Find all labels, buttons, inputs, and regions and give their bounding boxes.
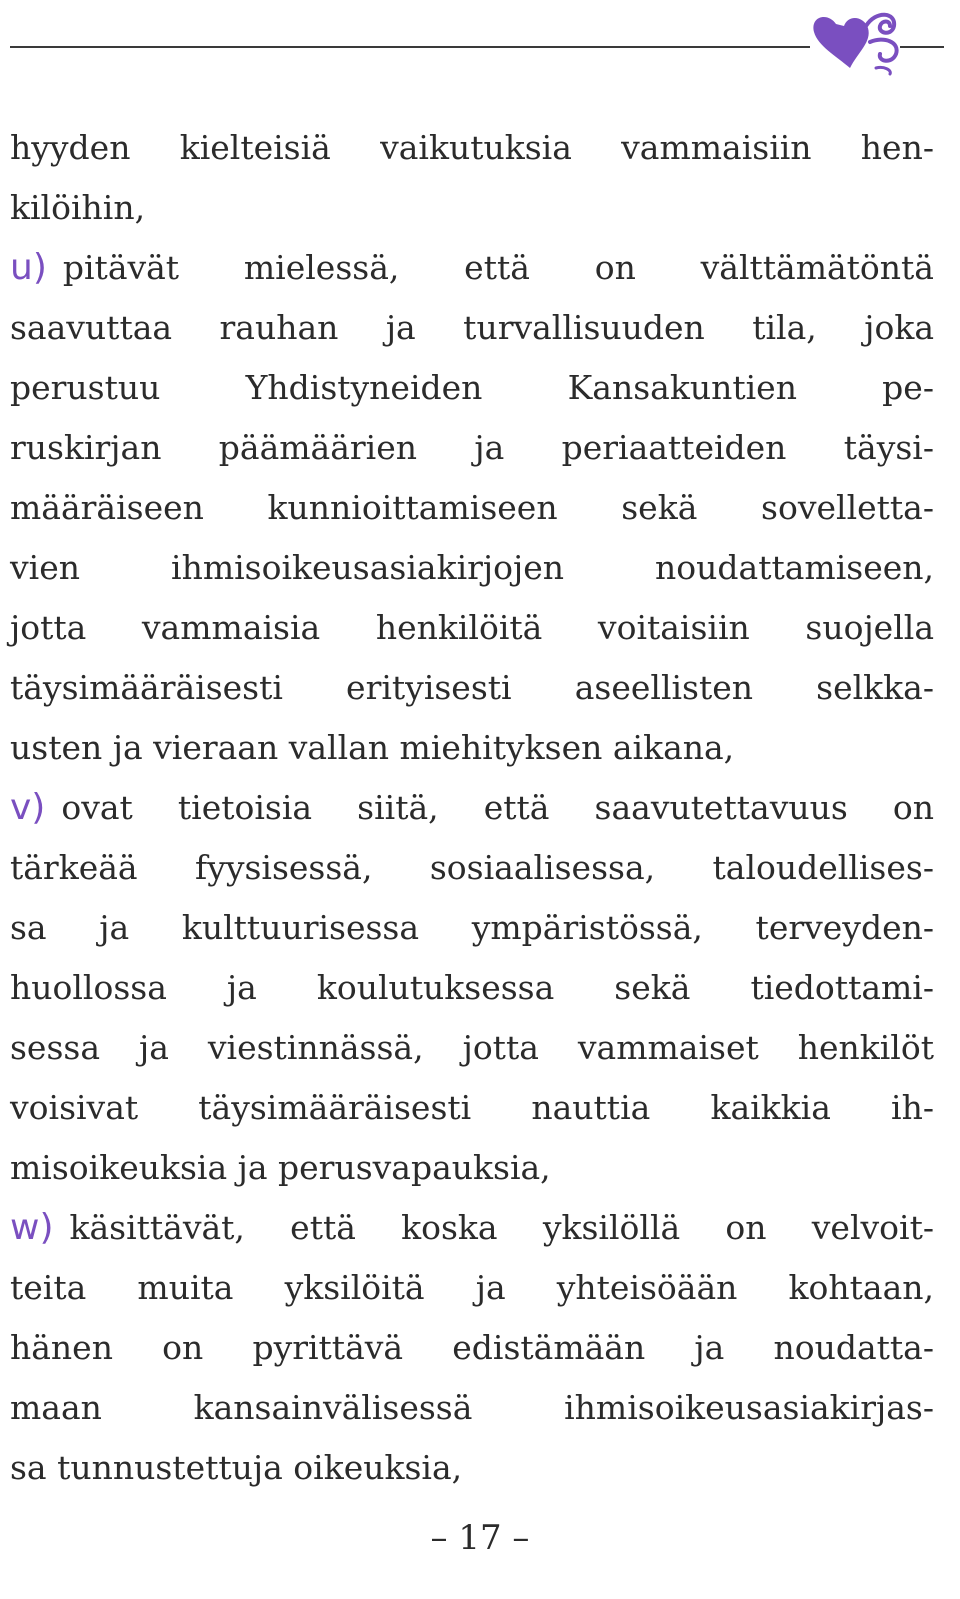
line-text: teita muita yksilöitä ja yhteisöään kohtaan, xyxy=(10,1268,934,1307)
text-line xyxy=(10,658,934,718)
list-marker: w) xyxy=(10,1207,54,1248)
text-line xyxy=(10,778,934,838)
text-line xyxy=(10,838,934,898)
text-line xyxy=(10,598,934,658)
body-text xyxy=(10,118,934,1498)
text-line xyxy=(10,1318,934,1378)
list-marker: v) xyxy=(10,787,46,828)
text-line xyxy=(10,1258,934,1318)
text-line xyxy=(10,1378,934,1438)
text-line xyxy=(10,538,934,598)
line-text: saavuttaa rauhan ja turvallisuuden tila, joka xyxy=(10,308,934,347)
text-line xyxy=(10,1018,934,1078)
text-line xyxy=(10,1138,934,1198)
text-line xyxy=(10,898,934,958)
line-text: usten ja vieraan vallan miehityksen aikana, xyxy=(10,728,735,767)
header-rule-right xyxy=(900,46,944,48)
text-line xyxy=(10,718,934,778)
header-rule xyxy=(10,46,810,48)
line-text: tärkeää fyysisessä, sosiaalisessa, taloudellises- xyxy=(10,848,934,887)
line-text: hyyden kielteisiä vaikutuksia vammaisiin hen- xyxy=(10,128,934,167)
text-line xyxy=(10,1078,934,1138)
line-text: ruskirjan päämäärien ja periaatteiden täysi- xyxy=(10,428,934,467)
line-text: ovat tietoisia siitä, että saavutettavuus on xyxy=(61,788,934,827)
text-line xyxy=(10,298,934,358)
line-text: kilöihin, xyxy=(10,188,146,227)
heart-swirl-icon xyxy=(806,6,906,76)
line-text: huollossa ja koulutuksessa sekä tiedottami- xyxy=(10,968,934,1007)
list-marker: u) xyxy=(10,247,47,288)
line-text: pitävät mielessä, että on välttämätöntä xyxy=(62,248,934,287)
text-line xyxy=(10,358,934,418)
line-text: maan kansainvälisessä ihmisoikeusasiakirjas- xyxy=(10,1388,934,1427)
text-line xyxy=(10,958,934,1018)
line-text: täysimääräisesti erityisesti aseellisten selkka- xyxy=(10,668,934,707)
text-line xyxy=(10,478,934,538)
line-text: käsittävät, että koska yksilöllä on velvoit- xyxy=(69,1208,934,1247)
text-line xyxy=(10,118,934,178)
text-line xyxy=(10,1198,934,1258)
line-text: perustuu Yhdistyneiden Kansakuntien pe- xyxy=(10,368,934,407)
line-text: sessa ja viestinnässä, jotta vammaiset henkilöt xyxy=(10,1028,934,1067)
page-number: – 17 – xyxy=(430,1518,530,1558)
line-text: jotta vammaisia henkilöitä voitaisiin suojella xyxy=(10,608,934,647)
line-text: misoikeuksia ja perusvapauksia, xyxy=(10,1148,551,1187)
line-text: voisivat täysimääräisesti nauttia kaikkia ih- xyxy=(10,1088,934,1127)
line-text: sa tunnustettuja oikeuksia, xyxy=(10,1448,463,1487)
text-line xyxy=(10,1438,934,1498)
line-text: määräiseen kunnioittamiseen sekä sovelletta- xyxy=(10,488,934,527)
line-text: sa ja kulttuurisessa ympäristössä, terveyden- xyxy=(10,908,934,947)
text-line xyxy=(10,178,934,238)
text-line xyxy=(10,418,934,478)
line-text: hänen on pyrittävä edistämään ja noudatta- xyxy=(10,1328,934,1367)
line-text: vien ihmisoikeusasiakirjojen noudattamiseen, xyxy=(10,548,934,587)
text-line xyxy=(10,238,934,298)
